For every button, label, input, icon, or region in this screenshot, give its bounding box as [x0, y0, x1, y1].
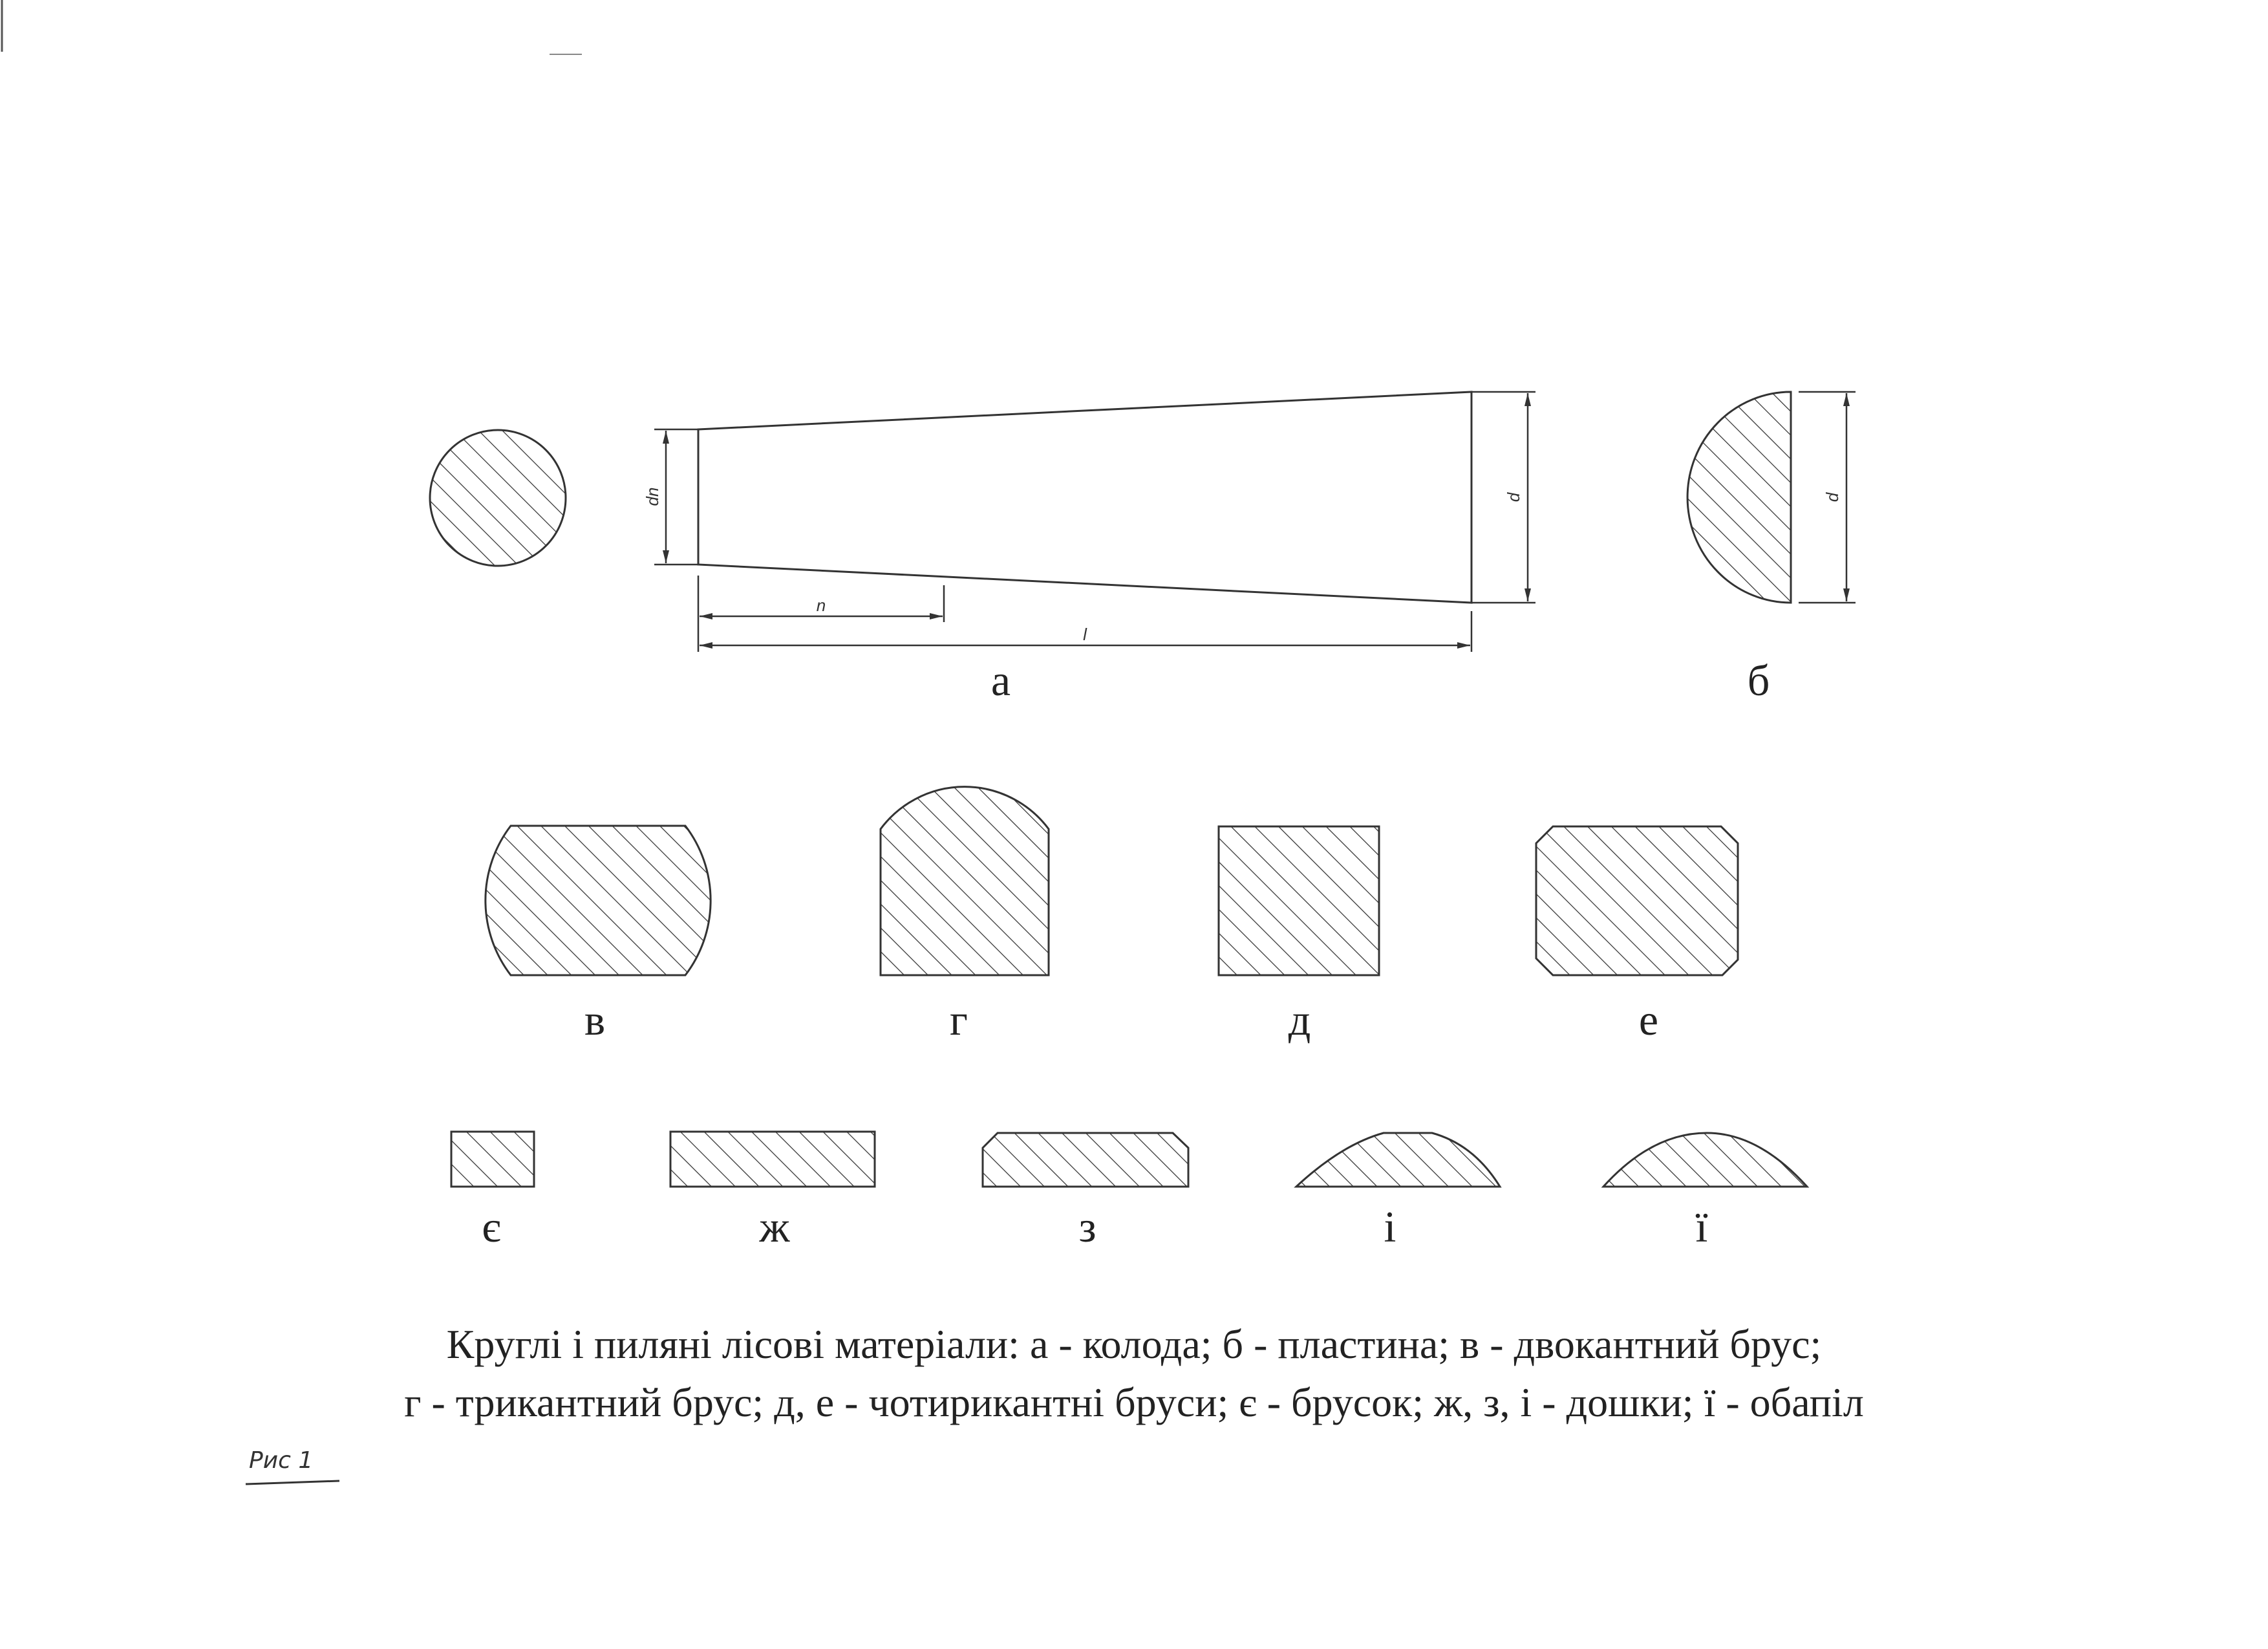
- note-underline: [246, 1481, 339, 1484]
- label-d: д: [1288, 995, 1311, 1044]
- three-edged-beam: [881, 787, 1049, 975]
- dim-label-dn: dn: [643, 487, 662, 506]
- dim-label-d-log: d: [1504, 492, 1523, 502]
- label-v: в: [584, 995, 606, 1044]
- label-ye: є: [482, 1202, 501, 1251]
- dim-label-d-plate: d: [1823, 492, 1842, 502]
- dim-label-l: l: [1083, 625, 1087, 644]
- label-z: з: [1078, 1202, 1097, 1251]
- plate-section: [1687, 392, 1856, 603]
- label-g: г: [950, 995, 968, 1044]
- board-edged: [670, 1132, 875, 1187]
- caption-line-1: Круглі і пиляні лісові матеріали: а - колода; б - пластина; в - двокантний брус;: [446, 1321, 1822, 1367]
- board-unedged: [1296, 1133, 1500, 1187]
- handwritten-figure-note: Рис 1: [249, 1447, 314, 1474]
- label-a: а: [990, 656, 1011, 705]
- label-zh: ж: [759, 1202, 790, 1251]
- two-edged-beam: [486, 826, 711, 975]
- label-yi: ї: [1695, 1202, 1708, 1251]
- log-side-view: [643, 392, 1535, 652]
- board-chamfered: [983, 1133, 1188, 1187]
- caption-line-2: г - трикантний брус; д, е - чотирикантні бруси; є - брусок; ж, з, і - дошки; ї - обапіл: [404, 1379, 1864, 1425]
- four-edged-beam-chamfered: [1536, 826, 1738, 975]
- bar: [451, 1132, 534, 1187]
- four-edged-beam-square: [1219, 826, 1379, 975]
- dim-label-n: n: [816, 596, 826, 615]
- label-e: е: [1638, 995, 1659, 1044]
- log-cross-section: [430, 430, 566, 566]
- label-b: б: [1747, 656, 1770, 705]
- slab: [1603, 1133, 1807, 1187]
- label-i: і: [1384, 1202, 1396, 1251]
